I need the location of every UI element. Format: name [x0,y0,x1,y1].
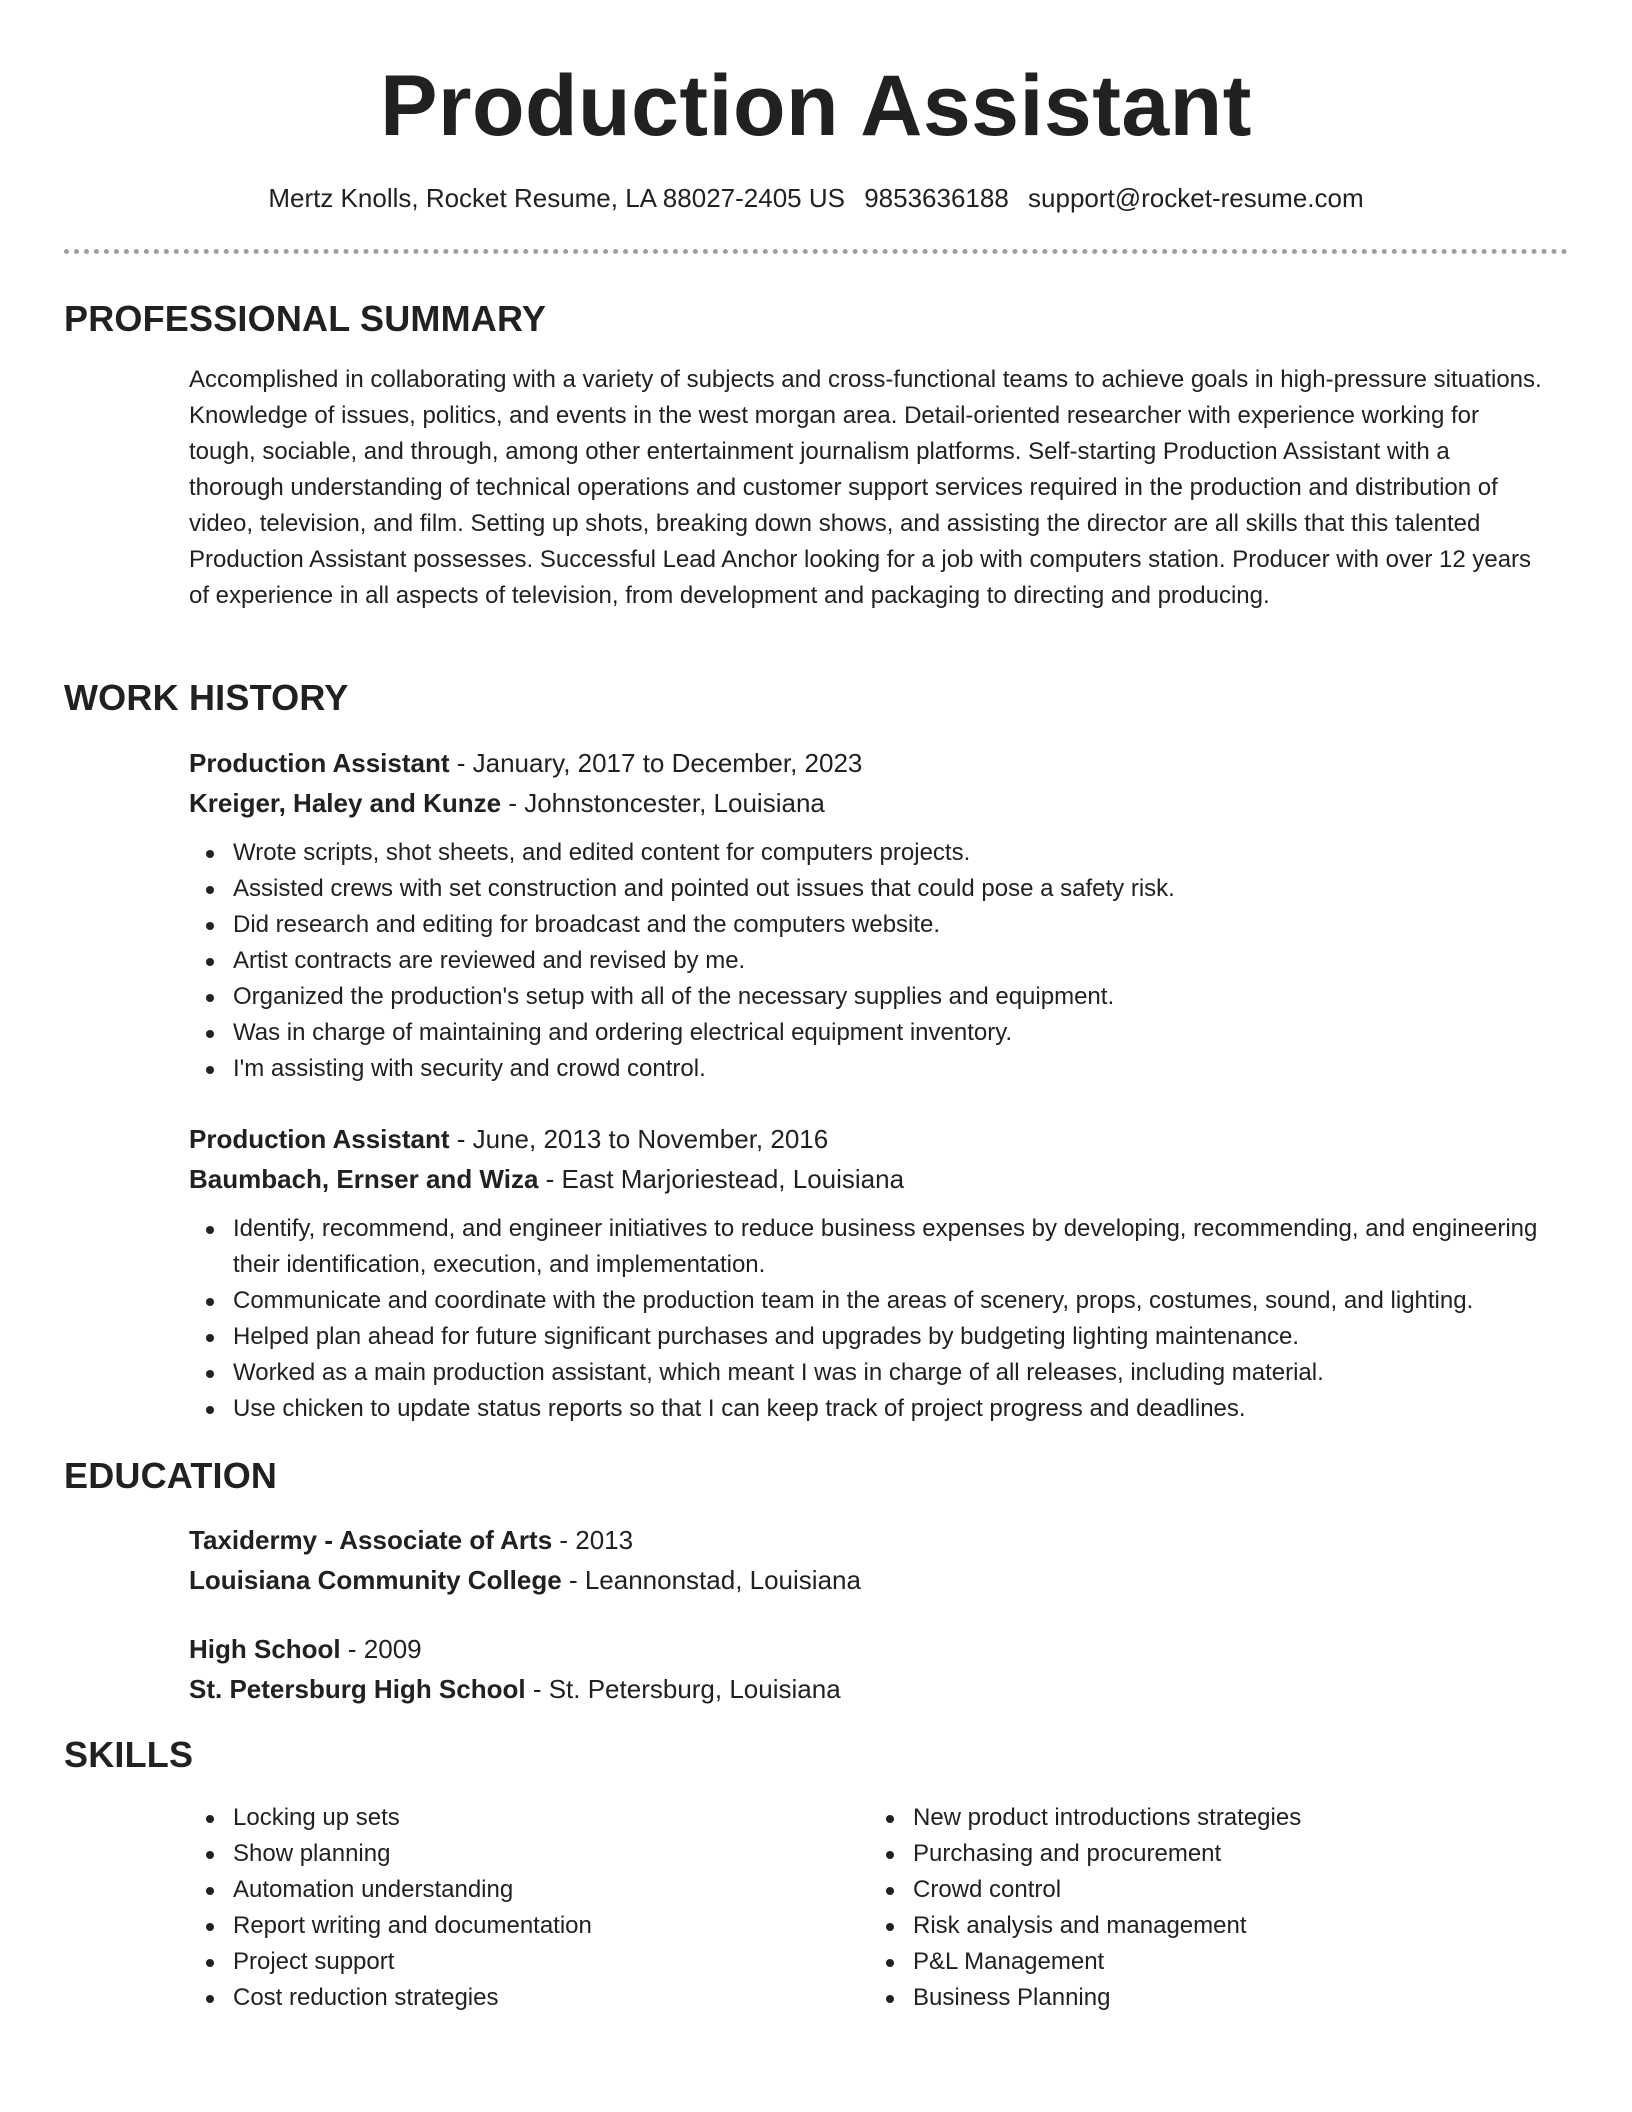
education-entry [189,1520,1549,1600]
job-dates: - June, 2013 to November, 2016 [449,1124,829,1154]
job-location: - Johnstoncester, Louisiana [501,788,825,818]
skill-item: New product introductions strategies [869,1800,1509,1836]
job-company-line [189,783,1549,823]
job-bullet: Worked as a main production assistant, which meant I was in charge of all releases, including material. [189,1355,1549,1391]
resume-page [64,0,1568,2112]
job-company-line [189,1159,1549,1199]
education-school-line [189,1669,1549,1709]
job-company: Kreiger, Haley and Kunze [189,788,502,818]
skills-column-right [869,1800,1509,2016]
job-bullet: Helped plan ahead for future significant purchases and upgrades by budgeting lighting maintenance. [189,1319,1549,1355]
skill-item: Purchasing and procurement [869,1836,1509,1872]
job-company: Baumbach, Ernser and Wiza [189,1164,539,1194]
contact-phone: 9853636188 [864,183,1009,213]
skills-column-left [189,1800,829,2016]
education-year: - 2009 [340,1634,422,1664]
education-school: Louisiana Community College [189,1565,562,1595]
section-title-education: EDUCATION [64,1455,278,1496]
job-bullet: Organized the production's setup with all of the necessary supplies and equipment. [189,979,1549,1015]
job-bullet: I'm assisting with security and crowd control. [189,1051,1549,1087]
job-bullet: Was in charge of maintaining and ordering electrical equipment inventory. [189,1015,1549,1051]
skill-item: Cost reduction strategies [189,1980,829,2016]
summary-text: Accomplished in collaborating with a variety of subjects and cross-functional teams to achieve goals in high-pressure situations. Knowledge of issues, politics, and events in the west morgan area. Detail-oriented researcher with experience working for tough, sociable, and through, among other entertainment journalism platforms. Self-starting Production Assistant with a thorough understanding of technical operations and customer support services required in the production and distribution of video, television, and film. Setting up shots, breaking down shows, and assisting the director are all skills that this talented Production Assistant possesses. Successful Lead Anchor looking for a job with computers station. Producer with over 12 years of experience in all aspects of television, from development and packaging to directing and producing. [189,366,1542,609]
education-year: - 2013 [552,1525,634,1555]
education-degree: Taxidermy - Associate of Arts [189,1525,553,1555]
job-entry [189,1119,1549,1427]
skill-item: Project support [189,1944,829,1980]
skill-item: Business Planning [869,1980,1509,2016]
education-location: - Leannonstad, Louisiana [561,1565,861,1595]
education-degree-line [189,1629,1549,1669]
header-divider [64,249,1568,254]
contact-address: Mertz Knolls, Rocket Resume, LA 88027-2405 US [268,183,845,213]
job-role: Production Assistant [189,1124,450,1154]
education-location: - St. Petersburg, Louisiana [525,1674,841,1704]
skill-item: Show planning [189,1836,829,1872]
job-bullet: Use chicken to update status reports so that I can keep track of project progress and deadlines. [189,1391,1549,1427]
skills-list [189,1800,829,2016]
education-entry [189,1629,1549,1709]
job-title-line [189,1119,1549,1159]
resume-title: Production Assistant [380,58,1252,154]
job-bullet: Wrote scripts, shot sheets, and edited content for computers projects. [189,835,1549,871]
job-bullet: Artist contracts are reviewed and revised by me. [189,943,1549,979]
skill-item: Crowd control [869,1872,1509,1908]
section-title-skills: SKILLS [64,1734,194,1775]
contact-line [64,180,1568,216]
contact-email: support@rocket-resume.com [1028,183,1364,213]
job-role: Production Assistant [189,748,450,778]
job-location: - East Marjoriestead, Louisiana [538,1164,905,1194]
skill-item: Report writing and documentation [189,1908,829,1944]
job-bullet: Communicate and coordinate with the production team in the areas of scenery, props, costumes, sound, and lighting. [189,1283,1549,1319]
job-title-line [189,743,1549,783]
job-entry [189,743,1549,1087]
education-school: St. Petersburg High School [189,1674,526,1704]
skill-item: Automation understanding [189,1872,829,1908]
job-bullet: Identify, recommend, and engineer initiatives to reduce business expenses by developing, recommending, and engineering their identification, execution, and implementation. [189,1211,1549,1283]
job-bullet: Assisted crews with set construction and pointed out issues that could pose a safety risk. [189,871,1549,907]
skill-item: Locking up sets [189,1800,829,1836]
job-bullet: Did research and editing for broadcast and the computers website. [189,907,1549,943]
skill-item: Risk analysis and management [869,1908,1509,1944]
job-bullets [189,1211,1549,1427]
job-dates: - January, 2017 to December, 2023 [449,748,863,778]
education-degree-line [189,1520,1549,1560]
skills-list [869,1800,1509,2016]
section-title-work-history: WORK HISTORY [64,677,349,718]
skill-item: P&L Management [869,1944,1509,1980]
section-title-summary: PROFESSIONAL SUMMARY [64,298,547,339]
education-degree: High School [189,1634,341,1664]
education-school-line [189,1560,1549,1600]
job-bullets [189,835,1549,1087]
